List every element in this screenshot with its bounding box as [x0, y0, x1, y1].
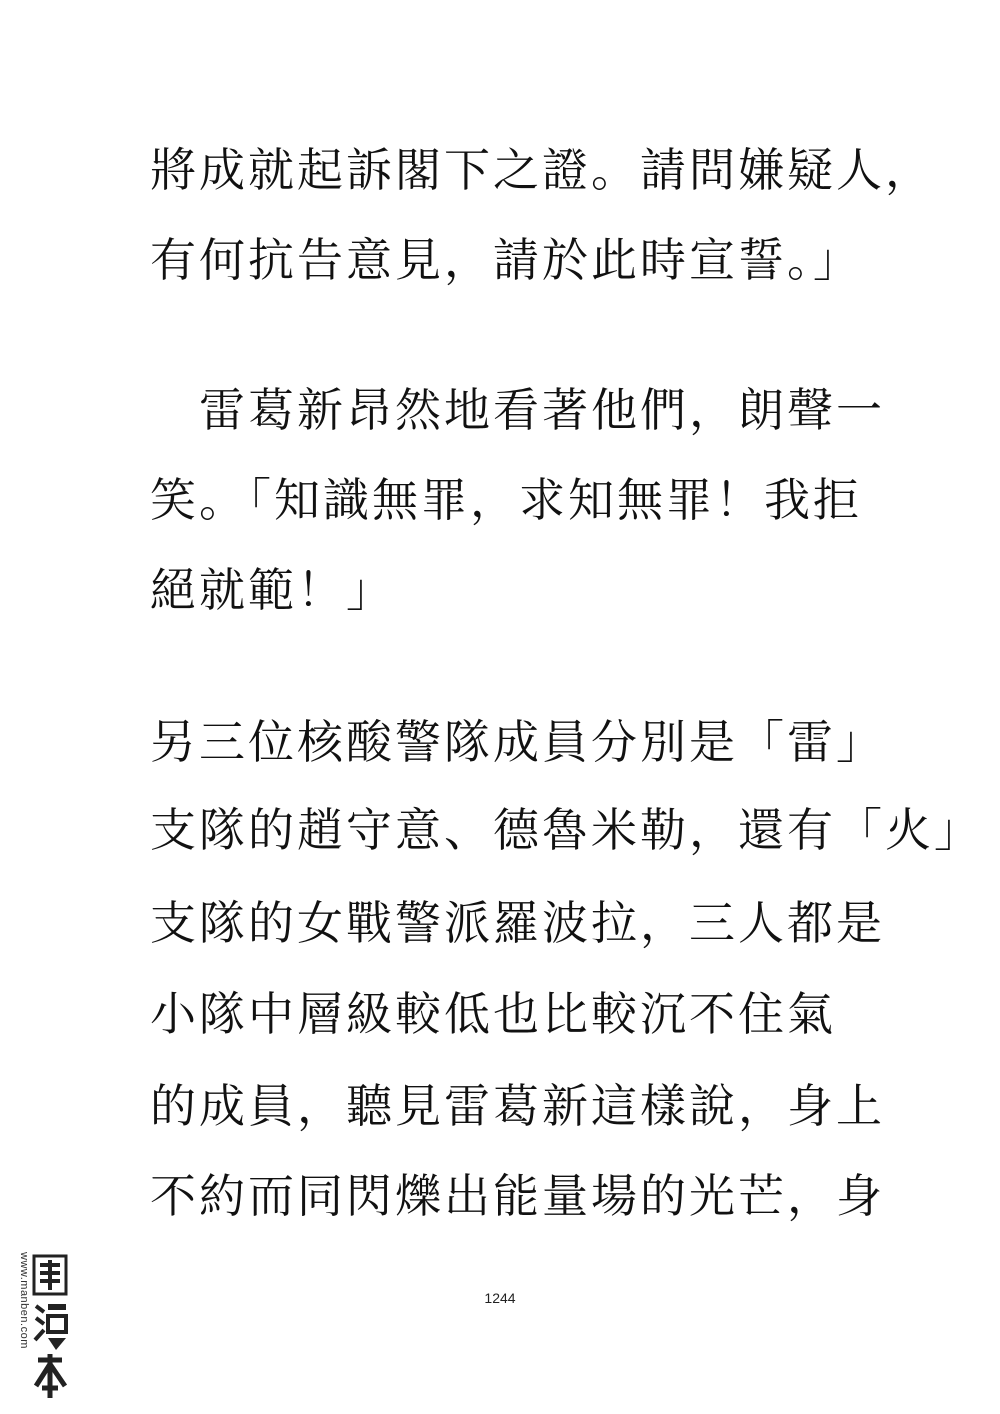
text-line: 將成就起訴閣下之證。請問嫌疑人，: [150, 143, 934, 197]
manben-logo-icon: [32, 1254, 68, 1400]
page-number: 1244: [484, 1290, 516, 1306]
watermark: [8, 1252, 68, 1402]
watermark-url: www.manben.com: [18, 1252, 30, 1349]
text-line: 支隊的趙守意、德魯米勒，還有「火」: [150, 803, 983, 857]
text-line: 另三位核酸警隊成員分別是「雷」: [150, 715, 885, 769]
text-line: 雷葛新昂然地看著他們，朗聲一: [150, 383, 885, 437]
text-line: 支隊的女戰警派羅波拉，三人都是: [150, 896, 885, 950]
text-line: 不約而同閃爍出能量場的光芒，身: [150, 1169, 885, 1223]
text-line: 有何抗告意見，請於此時宣誓。」: [150, 233, 862, 287]
text-line: 小隊中層級較低也比較沉不住氣: [150, 987, 836, 1041]
text-line: 的成員，聽見雷葛新這樣說，身上: [150, 1079, 885, 1133]
text-line: 絕就範！」: [150, 563, 395, 617]
text-line: 笑。「知識無罪，求知無罪！我拒: [150, 473, 862, 527]
